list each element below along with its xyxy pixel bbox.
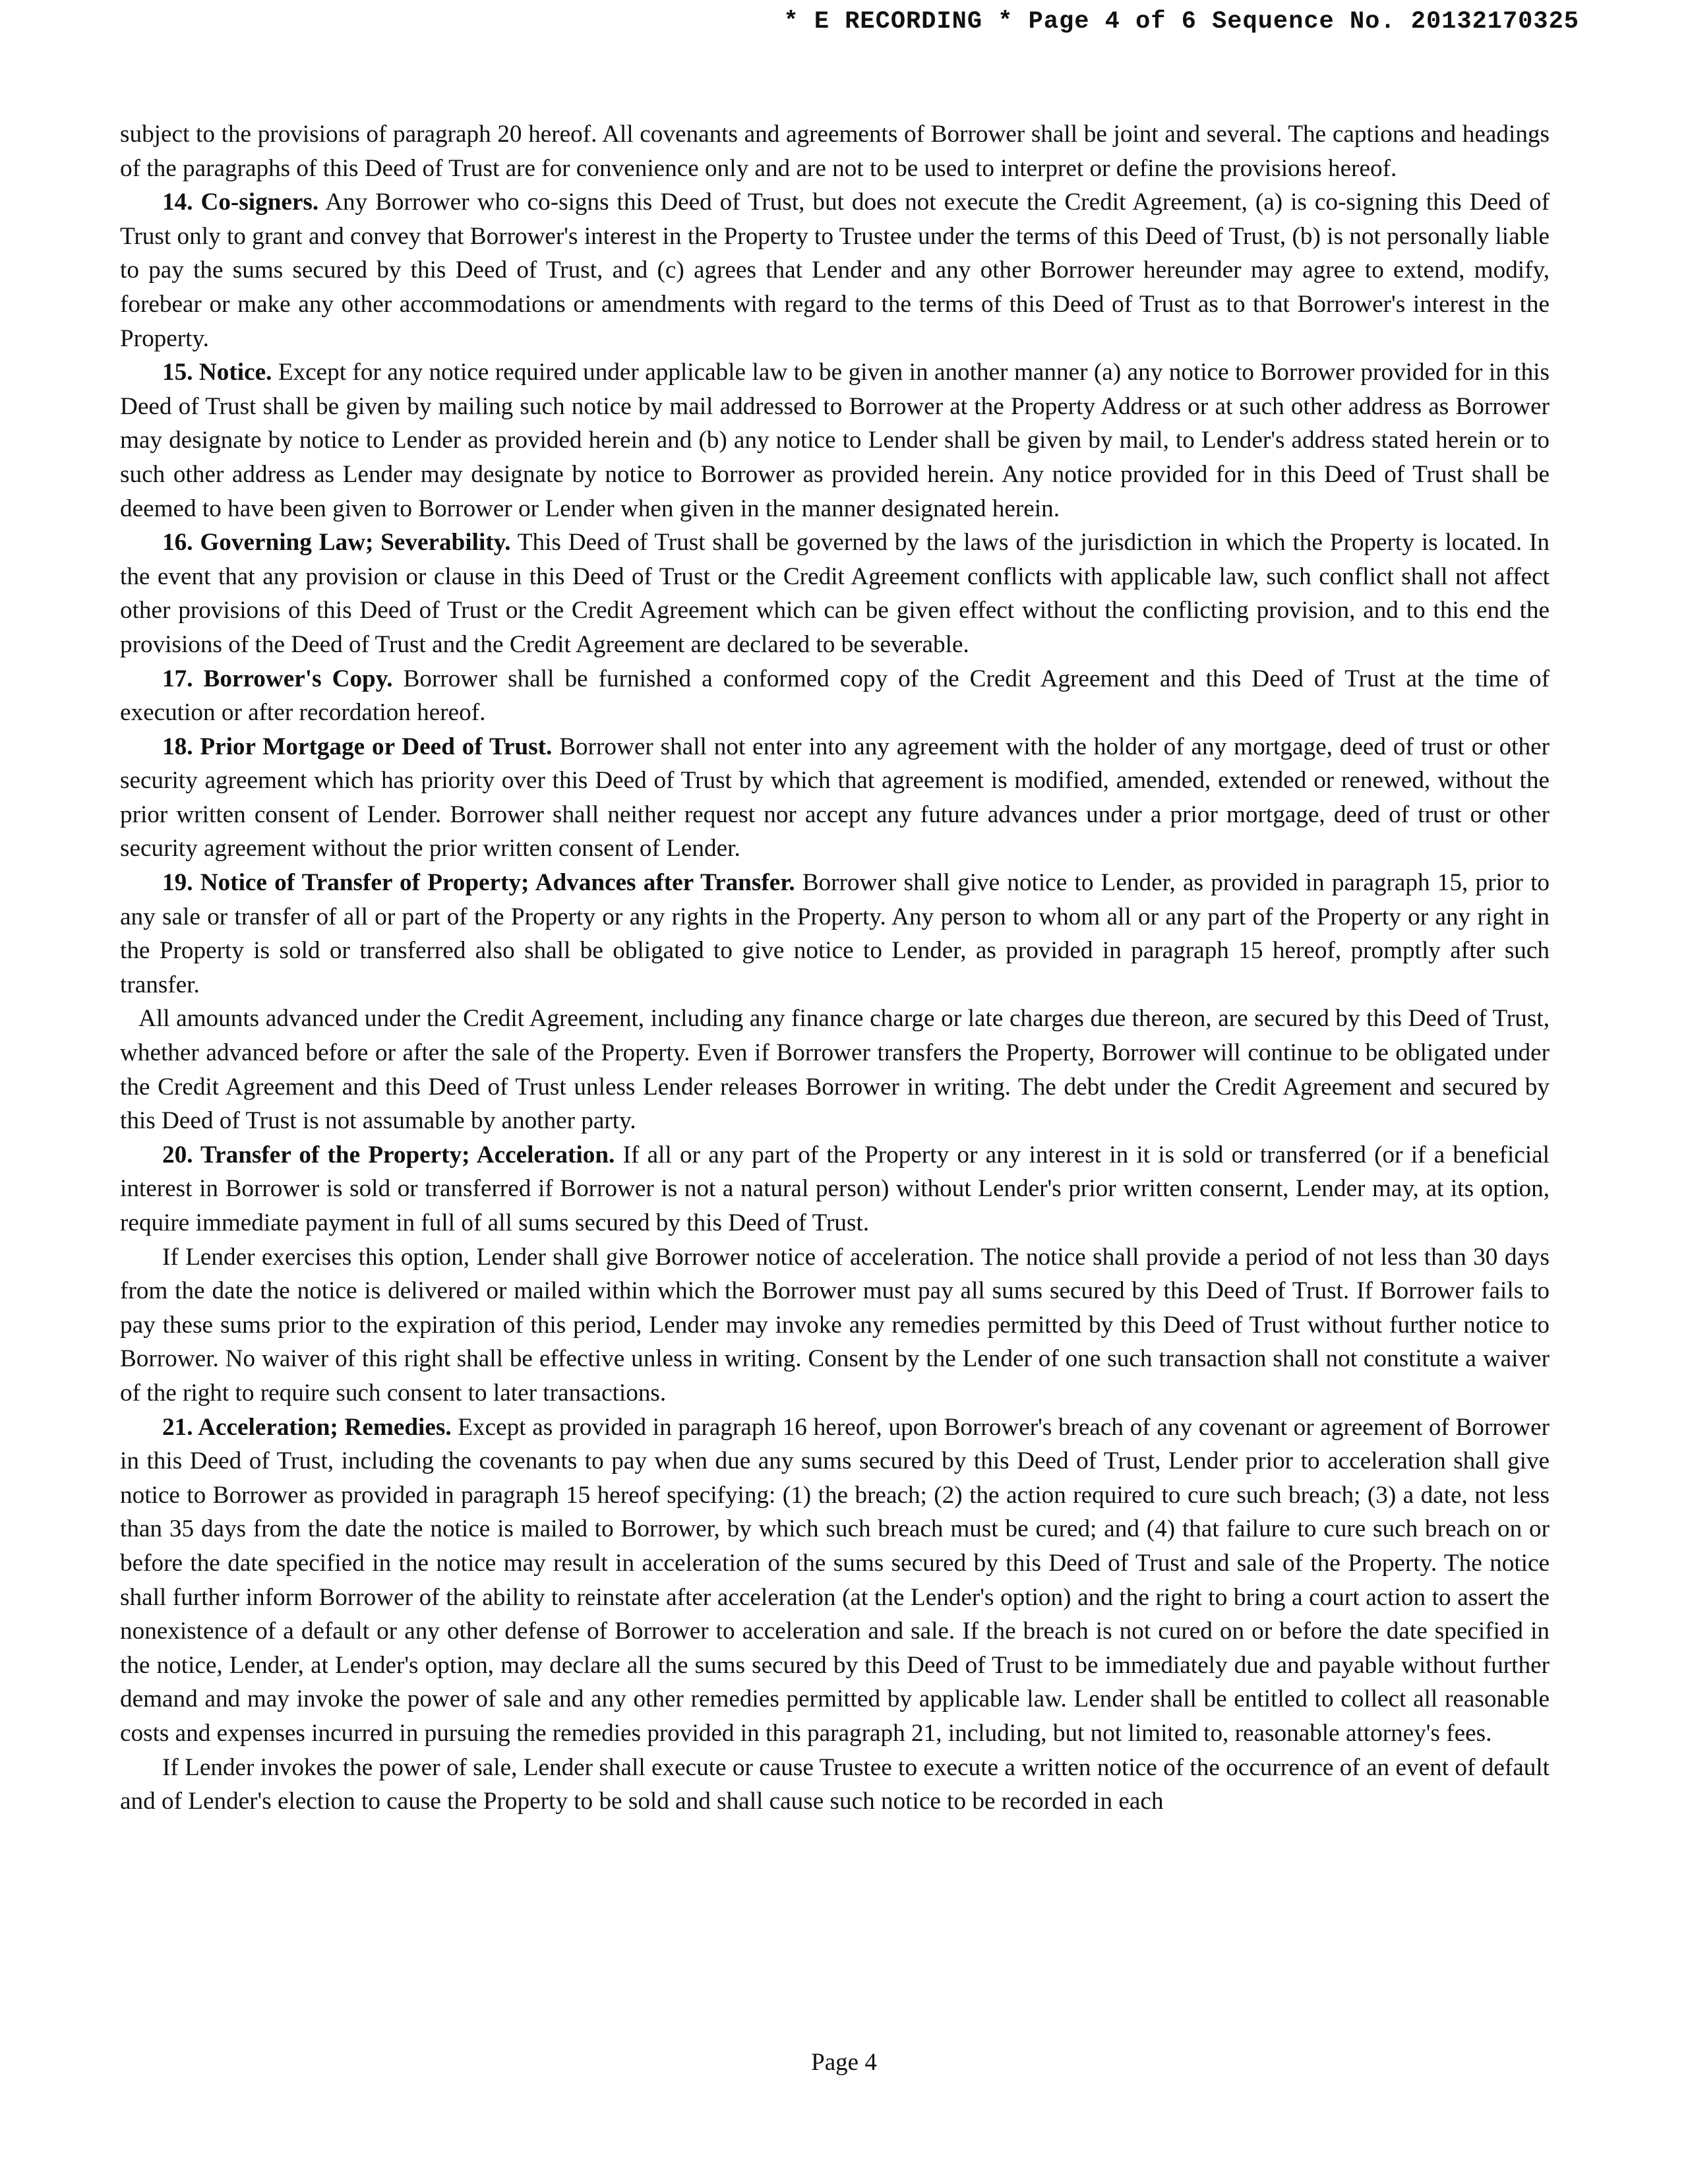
paragraph-heading: 18. Prior Mortgage or Deed of Trust. [162,733,553,760]
paragraph-21-continued: If Lender invokes the power of sale, Lender shall execute or cause Trustee to execute a written notice of the occurrence of an event of default and of Lender's election to cause the Property to be sold and shall cause such notice to be recorded in each [120,1753,1550,1815]
paragraph-heading: 20. Transfer of the Property; Acceleration. [162,1141,615,1168]
paragraph-heading: 14. Co-signers. [162,189,319,216]
paragraph-text: This Deed of Trust shall be governed by the laws of the jurisdiction in which the Property is located. In the event that any provision or clause in this Deed of Trust or the Credit Agreement conflicts with applicable law, such conflict shall not affect other provisions of this Deed of Trust or the Credit Agreement which can be given effect without the conflicting provision, and to this end the provisions of the Deed of Trust and the Credit Agreement are declared to be severable. [120,529,1550,658]
paragraph-text: If all or any part of the Property or any interest in it is sold or transferred (or if a beneficial interest in Borrower is sold or transferred if Borrower is not a natural person) without Lender's prior written consernt, Lender may, at its option, require immediate payment in full of all sums secured by this Deed of Trust. [120,1141,1550,1236]
paragraph-20-continued: If Lender exercises this option, Lender shall give Borrower notice of acceleration. The notice shall provide a period of not less than 30 days from the date the notice is delivered or mailed within which the Borrower must pay all sums secured by this Deed of Trust. If Borrower fails to pay these sums prior to the expiration of this period, Lender may invoke any remedies permitted by this Deed of Trust without further notice to Borrower. No waiver of this right shall be effective unless in writing. Consent by the Lender of one such transaction shall not constitute a waiver of the right to require such consent to later transactions. [120,1243,1550,1407]
recording-header: * E RECORDING * Page 4 of 6 Sequence No. 20132170325 [783,8,1579,36]
paragraph-text: Borrower shall be furnished a conformed copy of the Credit Agreement and this Deed of Trust at the time of execution or after recordation hereof. [120,665,1550,727]
paragraph-18 [120,730,1550,866]
paragraph-19-continued: All amounts advanced under the Credit Agreement, including any finance charge or late charges due thereon, are secured by this Deed of Trust, whether advanced before or after the sale of the Property. Even if Borrower transfers the Property, Borrower will continue to be obligated under the Credit Agreement and this Deed of Trust unless Lender releases Borrower in writing. The debt under the Credit Agreement and secured by this Deed of Trust is not assumable by another party. [120,1005,1550,1135]
paragraph-heading: 21. Acceleration; Remedies. [162,1413,452,1441]
paragraph-19 [120,866,1550,1002]
paragraph-21 [120,1410,1550,1751]
document-body [120,117,1550,1819]
paragraph-heading: 15. Notice. [162,359,272,386]
paragraph-text: Except as provided in paragraph 16 hereof, upon Borrower's breach of any covenant or agreement of Borrower in this Deed of Trust, including the covenants to pay when due any sums secured by this Deed of Trust, Lender prior to acceleration shall give notice to Borrower as provided in paragraph 15 hereof specifying: (1) the breach; (2) the action required to cure such breach; (3) a date, not less than 35 days from the date the notice is mailed to Borrower, by which such breach must be cured; and (4) that failure to cure such breach on or before the date specified in the notice may result in acceleration of the sums secured by this Deed of Trust and sale of the Property. The notice shall further inform Borrower of the ability to reinstate after acceleration (at the Lender's option) and the right to bring a court action to assert the nonexistence of a default or any other defense of Borrower to acceleration and sale. If the breach is not cured on or before the date specified in the notice, Lender, at Lender's option, may declare all the sums secured by this Deed of Trust to be immediately due and payable without further demand and may invoke the power of sale and any other remedies permitted by applicable law. Lender shall be entitled to collect all reasonable costs and expenses incurred in pursuing the remedies provided in this paragraph 21, including, but not limited to, reasonable attorney's fees. [120,1413,1550,1747]
paragraph-17 [120,662,1550,730]
paragraph-heading: 19. Notice of Transfer of Property; Advances after Transfer. [162,869,795,897]
page-number: Page 4 [811,2049,877,2076]
paragraph-15 [120,355,1550,526]
paragraph-heading: 16. Governing Law; Severability. [162,529,511,557]
paragraph-text: Borrower shall not enter into any agreement with the holder of any mortgage, deed of trust or other security agreement which has priority over this Deed of Trust by which that agreement is modified, amended, extended or renewed, without the prior written consent of Lender. Borrower shall neither request nor accept any future advances under a prior mortgage, deed of trust or other security agreement without the prior written consent of Lender. [120,733,1550,863]
paragraph-text: Any Borrower who co-signs this Deed of Trust, but does not execute the Credit Agreement, (a) is co-signing this Deed of Trust only to grant and convey that Borrower's interest in the Property to Trustee under the terms of this Deed of Trust, (b) is not personally liable to pay the sums secured by this Deed of Trust, and (c) agrees that Lender and any other Borrower hereunder may agree to extend, modify, forebear or make any other accommodations or amendments with regard to the terms of this Deed of Trust as to that Borrower's interest in the Property. [120,189,1550,352]
paragraph-text: Except for any notice required under applicable law to be given in another manner (a) any notice to Borrower provided for in this Deed of Trust shall be given by mailing such notice by mail addressed to Borrower at the Property Address or at such other address as Borrower may designate by notice to Lender as provided herein and (b) any notice to Lender shall be given by mail, to Lender's address stated herein or to such other address as Lender may designate by notice to Borrower as provided herein. Any notice provided for in this Deed of Trust shall be deemed to have been given to Borrower or Lender when given in the manner designated herein. [120,359,1550,522]
paragraph-14 [120,185,1550,355]
paragraph-20 [120,1138,1550,1240]
paragraph-text: Borrower shall give notice to Lender, as provided in paragraph 15, prior to any sale or transfer of all or part of the Property or any rights in the Property. Any person to whom all or any part of the Property or any right in the Property is sold or transferred also shall be obligated to give notice to Lender, as provided in paragraph 15 hereof, promptly after such transfer. [120,869,1550,998]
paragraph-heading: 17. Borrower's Copy. [162,665,393,692]
paragraph-continuation: subject to the provisions of paragraph 20 hereof. All covenants and agreements of Borrower shall be joint and several. The captions and headings of the paragraphs of this Deed of Trust are for convenience only and are not to be used to interpret or define the provisions hereof. [120,121,1550,182]
paragraph-16 [120,526,1550,661]
